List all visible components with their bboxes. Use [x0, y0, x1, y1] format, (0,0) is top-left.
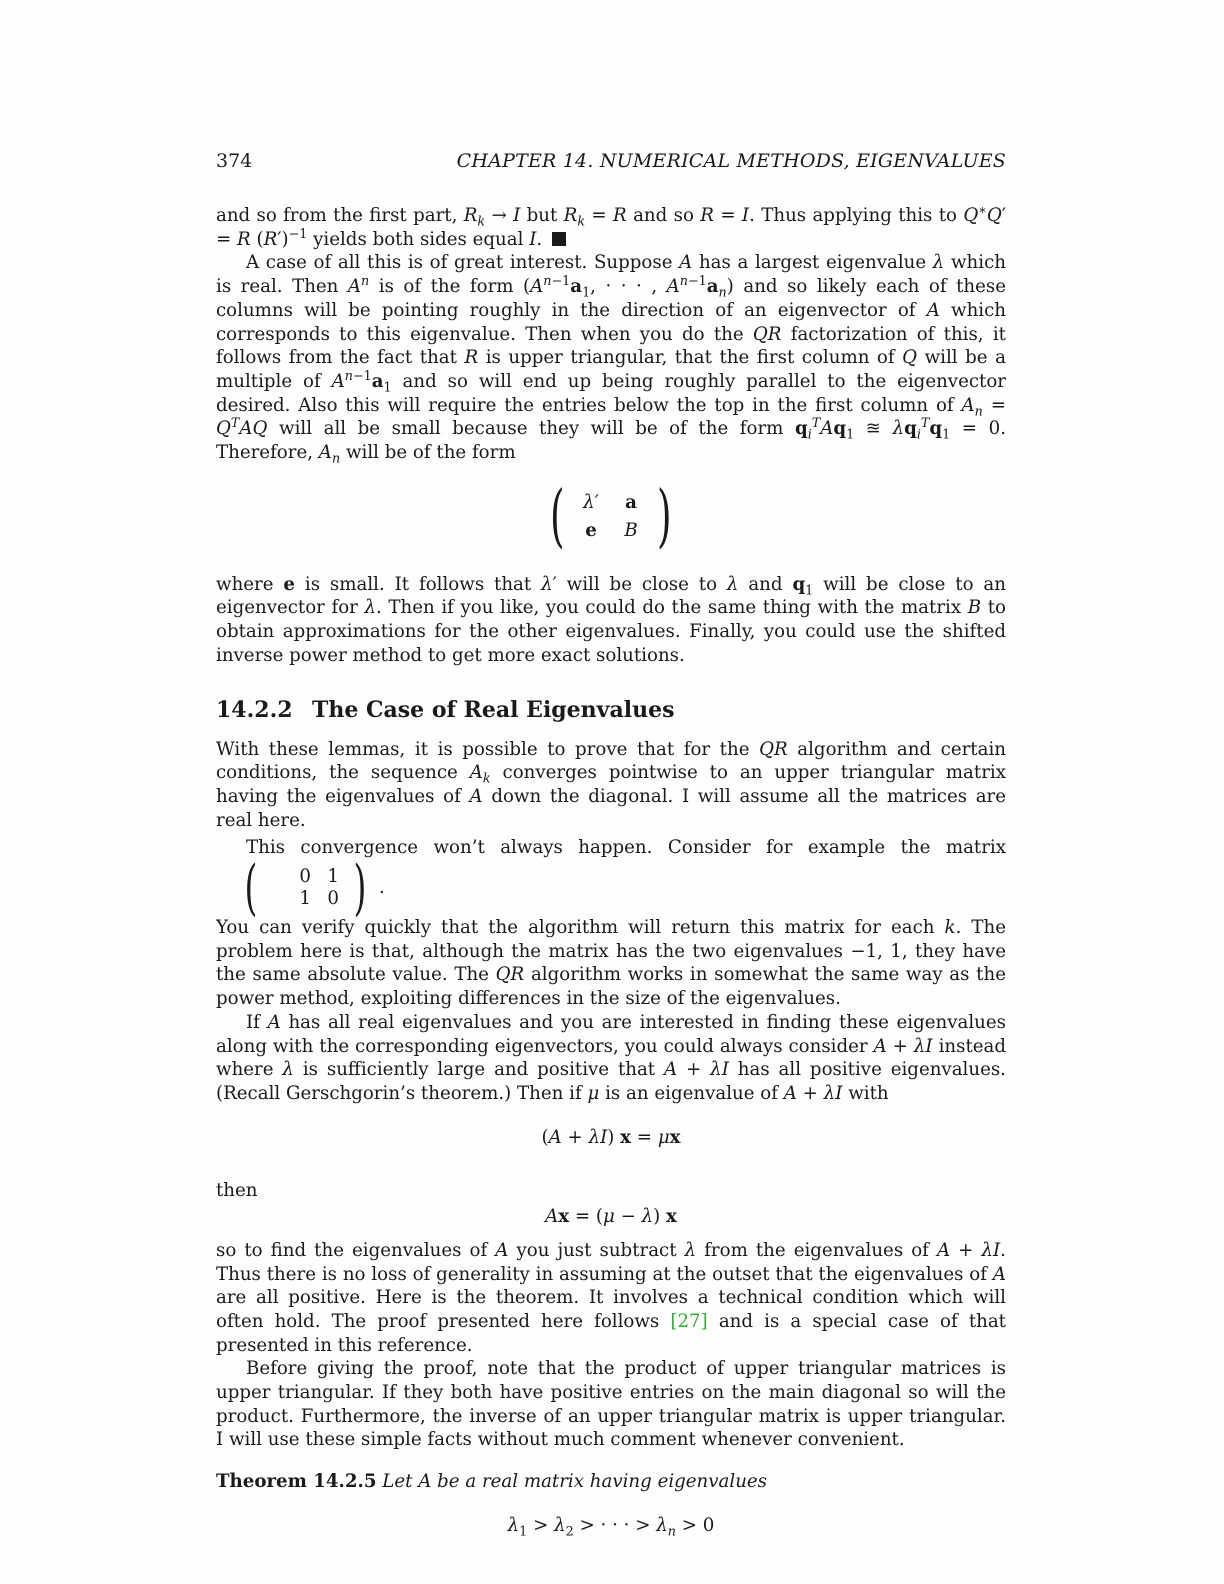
section-title: The Case of Real Eigenvalues	[312, 696, 675, 723]
qed-square-icon	[552, 232, 566, 246]
section-number: 14.2.2	[216, 696, 293, 723]
equation-shifted: (A + λI) x = μx	[541, 1126, 681, 1148]
paragraph-5: This convergence won’t always happen. Consider for example the matrix ( 0 1 1 0 ) .	[216, 836, 1006, 916]
theorem-statement	[216, 1470, 1006, 1494]
matrix-swap	[216, 853, 379, 924]
matrix-lambda-block	[216, 476, 1006, 556]
page	[216, 0, 1006, 1584]
matrix-cell: 0	[327, 888, 339, 910]
page-number: 374	[216, 150, 253, 172]
paragraph-1: and so from the first part, $R_k \to I$ but $R_k = R$ and so R = I. Thus applying this to Q∗Q′ = R $(R')^{-1}$ yields both sides equal I.	[216, 202, 1006, 250]
equation-eigen-order: $\lambda_1 > \lambda_2$ > · · · > $\lambda_n > 0$	[507, 1514, 715, 1540]
right-paren: )	[353, 853, 367, 924]
matrix-cell: 1	[299, 888, 311, 910]
citation-link[interactable]: [27]	[670, 1310, 708, 1332]
paragraph-4: With these lemmas, it is possible to prove that for the QR algorithm and certain conditions, the sequence $A_k$ converges pointwise to an upper triangular matrix having the eigenvalues of A down the diagonal. I will assume all the matrices are real here.	[216, 738, 1006, 831]
matrix-cell: 0	[299, 866, 311, 888]
paragraph-9: so to find the eigenvalues of A you just subtract λ from the eigenvalues of A + λI. Thus there is no loss of generality in assuming at the outset that the eigenvalues of A are all positive. Here is the theorem. It involves a technical condition which will often hold. The proof presented here follows [27] and is a special case of that presented in this reference.	[216, 1239, 1006, 1356]
section-heading	[216, 696, 1006, 724]
matrix-cell: 1	[327, 866, 339, 888]
matrix-cell: λ′	[583, 491, 599, 513]
paragraph-8: then	[216, 1180, 258, 1202]
matrix-cell: B	[624, 519, 638, 541]
paragraph-10: Before giving the proof, note that the product of upper triangular matrices is upper triangular. If they both have positive entries on the main diagonal so will the product. Furthermore, the inverse of an upper triangular matrix is upper triangular. I will use these simple facts without much comment whenever convenient.	[216, 1358, 1006, 1451]
body-text	[216, 204, 1006, 1538]
chapter-title: CHAPTER 14. NUMERICAL METHODS, EIGENVALUES	[456, 150, 1006, 172]
matrix-cell: a	[625, 491, 637, 513]
paragraph-6: You can verify quickly that the algorithm will return this matrix for each k. The problem here is that, although the matrix has the two eigenvalues −1, 1, they have the same absolute value. The QR algorithm works in somewhat the same way as the power method, exploiting differences in the size of the eigenvalues.	[216, 917, 1007, 1010]
matrix-cell: e	[585, 519, 597, 541]
left-paren: (	[244, 853, 258, 924]
equation-unshifted: Ax = (μ − λ) x	[545, 1206, 677, 1228]
theorem-text: Let A be a real matrix having eigenvalues	[382, 1471, 768, 1493]
left-paren: (	[550, 476, 566, 556]
paragraph-7: If A has all real eigenvalues and you are interested in finding these eigenvalues along with the corresponding eigenvectors, you could always consider A + λI instead where λ is sufficiently large and positive that A + λI has all positive eigenvalues. (Recall Gerschgorin’s theorem.) Then if μ is an eigenvalue of A + λI with	[216, 1011, 1006, 1104]
paragraph-2: A case of all this is of great interest. Suppose A has a largest eigenvalue λ which is real. Then $A^n$ is of the form ($A^{n-1}a_1$, · · · , $A^{n-1}a_n$) and so likely each of these columns will be pointing roughly in the direction of an eigenvector of A which corresponds to this eigenvalue. Then when you do the QR factorization of this, it follows from the fact that R is upper triangular, that the first column of Q will be a multiple of $A^{n-1}a_1$ and so will end up being roughly parallel to the eigenvector desired. Also this will require the entries below the top in the first column of $A_n = Q^TAQ$ will all be small because they will be of the form $q_i^TAq_1$ ≊ $\lambda q_i^Tq_1 = 0$. Therefore, $A_n$ will be of the form	[216, 252, 1006, 467]
theorem-label: Theorem 14.2.5	[216, 1471, 377, 1493]
paragraph-3: where e is small. It follows that λ′ will be close to λ and $q_1$ will be close to an eigenvector for λ. Then if you like, you could do the same thing with the matrix B to obtain approximations for the other eigenvalues. Finally, you could use the shifted inverse power method to get more exact solutions.	[216, 573, 1006, 666]
right-paren: )	[656, 476, 672, 556]
